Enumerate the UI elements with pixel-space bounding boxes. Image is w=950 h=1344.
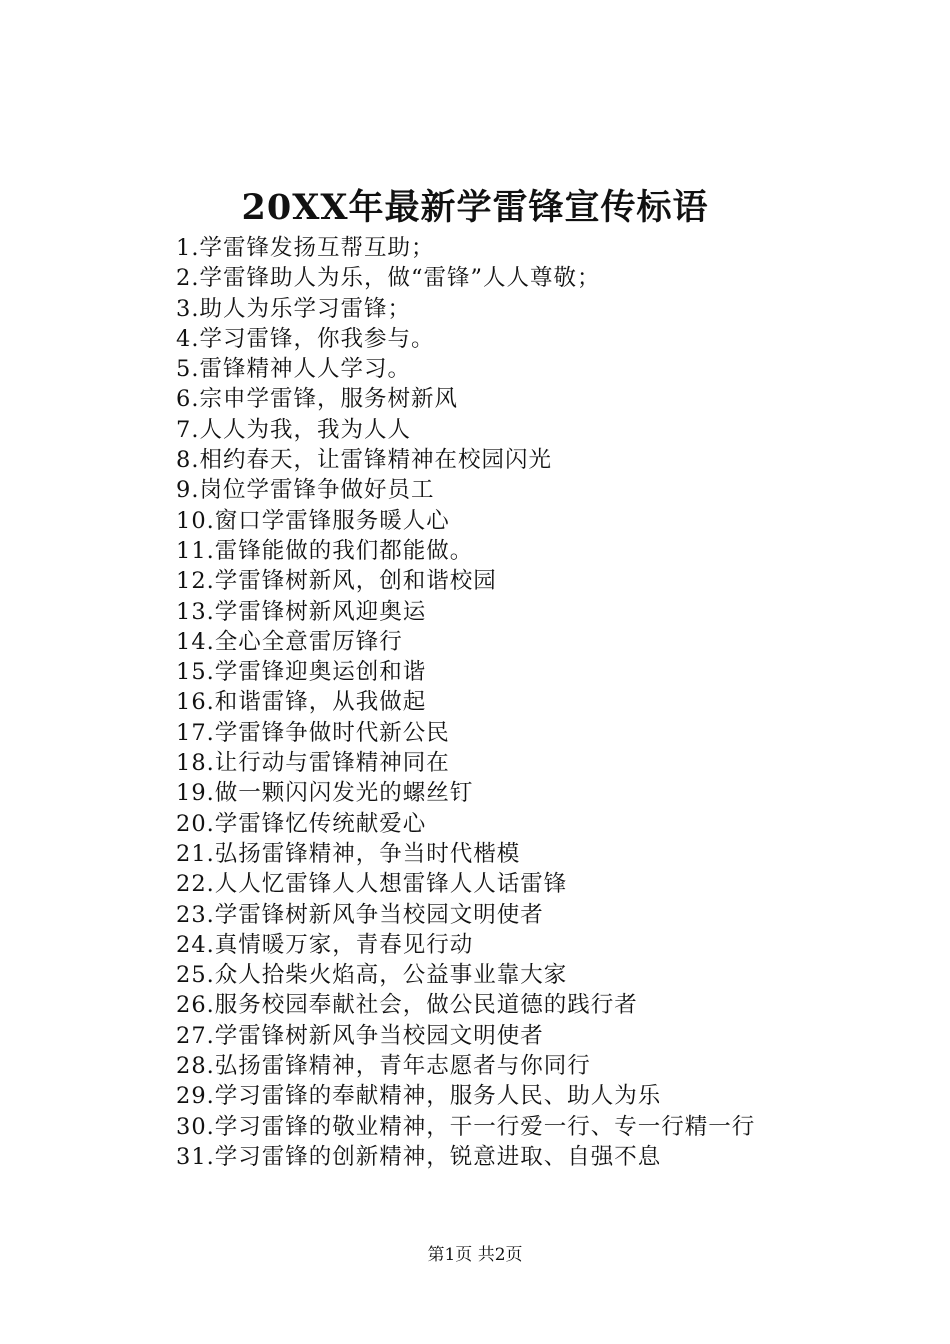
slogan-item: 28.弘扬雷锋精神，青年志愿者与你同行 (176, 1053, 591, 1080)
slogan-item: 24.真情暖万家，青春见行动 (176, 931, 474, 958)
slogan-item: 27.学雷锋树新风争当校园文明使者 (176, 1022, 544, 1049)
slogan-item: 11.雷锋能做的我们都能做。 (176, 537, 474, 564)
slogan-item: 8.相约春天，让雷锋精神在校园闪光 (176, 447, 552, 474)
slogan-item: 14.全心全意雷厉锋行 (176, 628, 403, 655)
slogan-item: 5.雷锋精神人人学习。 (176, 356, 411, 383)
slogan-item: 17.学雷锋争做时代新公民 (176, 719, 450, 746)
slogan-item: 16.和谐雷锋，从我做起 (176, 689, 427, 716)
slogan-item: 15.学雷锋迎奥运创和谐 (176, 659, 427, 686)
slogan-item: 26.服务校园奉献社会，做公民道德的践行者 (176, 992, 638, 1019)
slogan-item: 20.学雷锋忆传统献爱心 (176, 810, 427, 837)
slogan-item: 10.窗口学雷锋服务暖人心 (176, 507, 450, 534)
slogan-item: 25.众人拾柴火焰高，公益事业靠大家 (176, 962, 568, 989)
slogan-item: 18.让行动与雷锋精神同在 (176, 750, 450, 777)
page-footer: 第1页 共2页 (427, 1245, 523, 1265)
slogan-item: 22.人人忆雷锋人人想雷锋人人话雷锋 (176, 871, 568, 898)
slogan-item: 2.学雷锋助人为乐，做“雷锋”人人尊敬； (176, 265, 601, 292)
slogan-item: 29.学习雷锋的奉献精神，服务人民、助人为乐 (176, 1083, 662, 1110)
slogan-item: 1.学雷锋发扬互帮互助； (176, 235, 435, 261)
slogan-item: 12.学雷锋树新风，创和谐校园 (176, 568, 497, 595)
slogan-list (176, 233, 916, 1172)
slogan-item: 13.学雷锋树新风迎奥运 (176, 598, 427, 625)
slogan-item: 4.学习雷锋，你我参与。 (176, 325, 435, 352)
slogan-item: 7.人人为我，我为人人 (176, 416, 411, 443)
document-title: 20XX年最新学雷锋宣传标语 (241, 187, 709, 228)
slogan-item: 23.学雷锋树新风争当校园文明使者 (176, 901, 544, 928)
slogan-item: 6.宗申学雷锋，服务树新风 (176, 386, 458, 413)
slogan-item: 19.做一颗闪闪发光的螺丝钉 (176, 780, 474, 807)
slogan-item: 30.学习雷锋的敬业精神，干一行爱一行、专一行精一行 (176, 1113, 756, 1140)
slogan-item: 3.助人为乐学习雷锋； (176, 295, 411, 322)
slogan-item: 9.岗位学雷锋争做好员工 (176, 477, 435, 504)
slogan-item: 21.弘扬雷锋精神，争当时代楷模 (176, 840, 521, 867)
slogan-item: 31.学习雷锋的创新精神，锐意进取、自强不息 (176, 1143, 662, 1170)
